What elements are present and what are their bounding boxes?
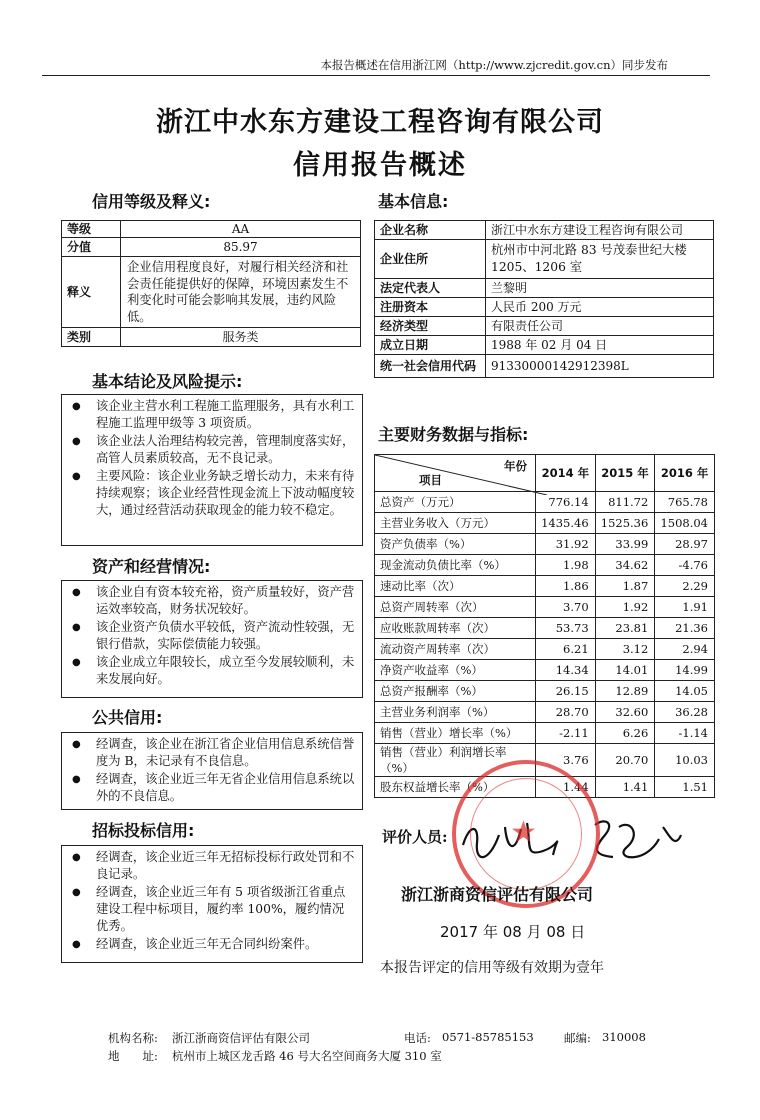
footer-org-value: 浙江浙商资信评估有限公司 bbox=[172, 1031, 310, 1045]
list-item: ● 经调查，该企业近三年有 5 项省级浙江省重点建设工程中标项目，履约率 100%，履约情况优秀。 bbox=[72, 885, 346, 933]
metric-label: 主营业务利润率（%） bbox=[375, 702, 536, 723]
metric-value: 14.99 bbox=[655, 660, 715, 681]
table-row bbox=[62, 328, 361, 347]
year-header: 2015 年 bbox=[595, 455, 655, 492]
validity-note: 本报告评定的信用等级有效期为壹年 bbox=[380, 960, 604, 976]
metric-value: 2.29 bbox=[655, 576, 715, 597]
metric-value: 14.05 bbox=[655, 681, 715, 702]
corner-cell bbox=[375, 455, 536, 492]
rating-value: AA bbox=[121, 221, 361, 238]
metric-value: 6.21 bbox=[536, 639, 596, 660]
metric-value: 12.89 bbox=[595, 681, 655, 702]
metric-value: 20.70 bbox=[595, 744, 655, 777]
metric-value: 1.87 bbox=[595, 576, 655, 597]
metric-value: -4.76 bbox=[655, 555, 715, 576]
table-row bbox=[62, 221, 361, 238]
metric-label: 现金流动负债比率（%） bbox=[375, 555, 536, 576]
footer-postcode-label: 邮编: bbox=[564, 1031, 591, 1045]
list-item: ● 该企业资产负债水平较低，资产流动性较强，无银行借款，实际偿债能力较强。 bbox=[72, 620, 355, 651]
table-row bbox=[375, 681, 715, 702]
metric-label: 销售（营业）增长率（%） bbox=[375, 723, 536, 744]
year-header: 2014 年 bbox=[536, 455, 596, 492]
bullet-icon: ● bbox=[72, 852, 81, 863]
table-row bbox=[375, 534, 715, 555]
list-item: ● 经调查，该企业近三年无招标投标行政处罚和不良记录。 bbox=[72, 850, 355, 881]
basic-info-table bbox=[374, 220, 714, 378]
public-credit-section-title: 公共信用: bbox=[92, 708, 163, 727]
table-row: 法定代表人 兰黎明 bbox=[375, 279, 714, 298]
definition-value: 企业信用程度良好，对履行相关经济和社会责任能提供好的保障，环境因素发生不利变化时可能会影响其发展，违约风险低。 bbox=[121, 257, 361, 328]
footer-address-value: 杭州市上城区龙舌路 46 号大名空间商务大厦 310 室 bbox=[172, 1049, 442, 1063]
bullet-icon: ● bbox=[72, 774, 81, 785]
metric-label: 总资产（万元） bbox=[375, 492, 536, 513]
table-row: 企业名称 浙江中水东方建设工程咨询有限公司 bbox=[375, 221, 714, 240]
metric-value: -2.11 bbox=[536, 723, 596, 744]
metric-value: 1.91 bbox=[655, 597, 715, 618]
metric-value: 32.60 bbox=[595, 702, 655, 723]
table-row bbox=[375, 555, 715, 576]
metric-value: 765.78 bbox=[655, 492, 715, 513]
metric-value: 1.92 bbox=[595, 597, 655, 618]
footer-phone-label: 电话: bbox=[404, 1031, 431, 1045]
metric-value: 1.98 bbox=[536, 555, 596, 576]
metric-label: 总资产报酬率（%） bbox=[375, 681, 536, 702]
metric-label: 主营业务收入（万元） bbox=[375, 513, 536, 534]
bullet-icon: ● bbox=[72, 657, 81, 668]
rating-label: 等级 bbox=[62, 221, 121, 238]
list-item: ● 经调查，该企业在浙江省企业信用信息系统信誉度为 B，未记录有不良信息。 bbox=[72, 737, 355, 768]
metric-label: 资产负债率（%） bbox=[375, 534, 536, 555]
metric-value: 1.51 bbox=[655, 777, 715, 798]
metric-value: 28.97 bbox=[655, 534, 715, 555]
bidding-section-title: 招标投标信用: bbox=[92, 821, 195, 840]
table-row bbox=[375, 702, 715, 723]
metric-value: 1508.04 bbox=[655, 513, 715, 534]
metric-value: 21.36 bbox=[655, 618, 715, 639]
seal-star-icon: ★ bbox=[510, 815, 537, 850]
public-credit-box bbox=[61, 732, 363, 810]
metric-value: 33.99 bbox=[595, 534, 655, 555]
metric-value: 3.12 bbox=[595, 639, 655, 660]
footer-phone-value: 0571-85785153 bbox=[442, 1030, 534, 1044]
metric-label: 净资产收益率（%） bbox=[375, 660, 536, 681]
metric-value: 1.44 bbox=[536, 777, 596, 798]
metric-value: 26.15 bbox=[536, 681, 596, 702]
score-value: 85.97 bbox=[121, 238, 361, 257]
table-row bbox=[375, 618, 715, 639]
category-label: 类别 bbox=[62, 328, 121, 347]
metric-value: 3.70 bbox=[536, 597, 596, 618]
table-row bbox=[62, 257, 361, 328]
finance-section-title: 主要财务数据与指标: bbox=[378, 425, 529, 444]
bullet-icon: ● bbox=[72, 436, 81, 447]
evaluator-label: 评价人员: bbox=[382, 828, 448, 846]
list-item: ● 该企业自有资本较充裕，资产质量较好，资产营运效率较高，财务状况较好。 bbox=[72, 585, 355, 616]
year-header: 2016 年 bbox=[655, 455, 715, 492]
table-row bbox=[375, 723, 715, 744]
list-item: ● 经调查，该企业近三年无合同纠纷案件。 bbox=[72, 937, 318, 951]
basic-info-section-title: 基本信息: bbox=[378, 192, 449, 211]
table-row bbox=[375, 576, 715, 597]
metric-label: 速动比率（次） bbox=[375, 576, 536, 597]
bullet-icon: ● bbox=[72, 401, 81, 412]
bullet-icon: ● bbox=[72, 739, 81, 750]
agency-name: 浙江浙商资信评估有限公司 bbox=[401, 885, 594, 904]
list-item: ● 经调查，该企业近三年无省企业信用信息系统以外的不良信息。 bbox=[72, 772, 355, 803]
corner-year-label: 年份 bbox=[504, 459, 527, 473]
metric-value: -1.14 bbox=[655, 723, 715, 744]
metric-value: 3.76 bbox=[536, 744, 596, 777]
metric-value: 6.26 bbox=[595, 723, 655, 744]
assets-section-title: 资产和经营情况: bbox=[92, 557, 211, 576]
metric-label: 总资产周转率（次） bbox=[375, 597, 536, 618]
publish-notice: 本报告概述在信用浙江网（http://www.zjcredit.gov.cn）同步发布 bbox=[320, 58, 668, 72]
footer-org-label: 机构名称: bbox=[108, 1031, 158, 1045]
footer-postcode-value: 310008 bbox=[602, 1030, 646, 1044]
report-title-type: 信用报告概述 bbox=[293, 150, 467, 181]
metric-value: 2.94 bbox=[655, 639, 715, 660]
corner-item-label: 项目 bbox=[419, 473, 442, 487]
table-row bbox=[375, 639, 715, 660]
table-row bbox=[375, 597, 715, 618]
bidding-box bbox=[61, 845, 363, 963]
table-row bbox=[62, 238, 361, 257]
metric-value: 14.34 bbox=[536, 660, 596, 681]
category-value: 服务类 bbox=[121, 328, 361, 347]
metric-value: 28.70 bbox=[536, 702, 596, 723]
list-item: ● 该企业法人治理结构较完善，管理制度落实好，高管人员素质较高，无不良记录。 bbox=[72, 434, 355, 465]
metric-value: 1525.36 bbox=[595, 513, 655, 534]
finance-table bbox=[374, 454, 715, 798]
metric-value: 776.14 bbox=[536, 492, 596, 513]
rating-table bbox=[61, 220, 361, 347]
definition-label: 释义 bbox=[62, 257, 121, 328]
footer-address-label: 地 址: bbox=[108, 1049, 158, 1063]
metric-label: 销售（营业）利润增长率（%） bbox=[375, 744, 536, 777]
conclusion-section-title: 基本结论及风险提示: bbox=[92, 372, 243, 391]
table-row bbox=[375, 455, 715, 492]
metric-label: 流动资产周转率（次） bbox=[375, 639, 536, 660]
metric-label: 股东权益增长率（%） bbox=[375, 777, 536, 798]
score-label: 分值 bbox=[62, 238, 121, 257]
list-item: ● 该企业成立年限较长，成立至今发展较顺利，未来发展向好。 bbox=[72, 655, 355, 686]
table-row: 经济类型 有限责任公司 bbox=[375, 317, 714, 336]
table-row: 企业住所 杭州市中河北路 83 号茂泰世纪大楼 1205、1206 室 bbox=[375, 240, 714, 279]
list-item: ● 主要风险：该企业业务缺乏增长动力，未来有待持续观察；该企业经营性现金流上下波动幅度较大，通过经营活动获取现金的能力较不稳定。 bbox=[72, 469, 355, 517]
metric-value: 1.41 bbox=[595, 777, 655, 798]
list-item: ● 该企业主营水利工程施工监理服务，具有水利工程施工监理甲级等 3 项资质。 bbox=[72, 399, 355, 430]
metric-value: 34.62 bbox=[595, 555, 655, 576]
rating-section-title: 信用等级及释义: bbox=[92, 192, 211, 211]
report-date: 2017 年 08 月 08 日 bbox=[440, 923, 586, 941]
assets-box bbox=[61, 580, 363, 698]
metric-label: 应收账款周转率（次） bbox=[375, 618, 536, 639]
report-title-company: 浙江中水东方建设工程咨询有限公司 bbox=[156, 107, 604, 138]
header-divider bbox=[42, 75, 710, 76]
table-row: 注册资本 人民币 200 万元 bbox=[375, 298, 714, 317]
bullet-icon: ● bbox=[72, 587, 81, 598]
metric-value: 53.73 bbox=[536, 618, 596, 639]
metric-value: 1435.46 bbox=[536, 513, 596, 534]
table-row: 成立日期 1988 年 02 月 04 日 bbox=[375, 336, 714, 355]
table-row bbox=[375, 513, 715, 534]
bullet-icon: ● bbox=[72, 471, 81, 482]
bullet-icon: ● bbox=[72, 887, 81, 898]
metric-value: 31.92 bbox=[536, 534, 596, 555]
table-row: 统一社会信用代码 91330000142912398L bbox=[375, 355, 714, 378]
metric-value: 36.28 bbox=[655, 702, 715, 723]
metric-value: 811.72 bbox=[595, 492, 655, 513]
metric-value: 10.03 bbox=[655, 744, 715, 777]
metric-value: 23.81 bbox=[595, 618, 655, 639]
metric-value: 14.01 bbox=[595, 660, 655, 681]
bullet-icon: ● bbox=[72, 939, 81, 950]
bullet-icon: ● bbox=[72, 622, 81, 633]
conclusion-box bbox=[61, 394, 363, 546]
metric-value: 1.86 bbox=[536, 576, 596, 597]
table-row bbox=[375, 660, 715, 681]
